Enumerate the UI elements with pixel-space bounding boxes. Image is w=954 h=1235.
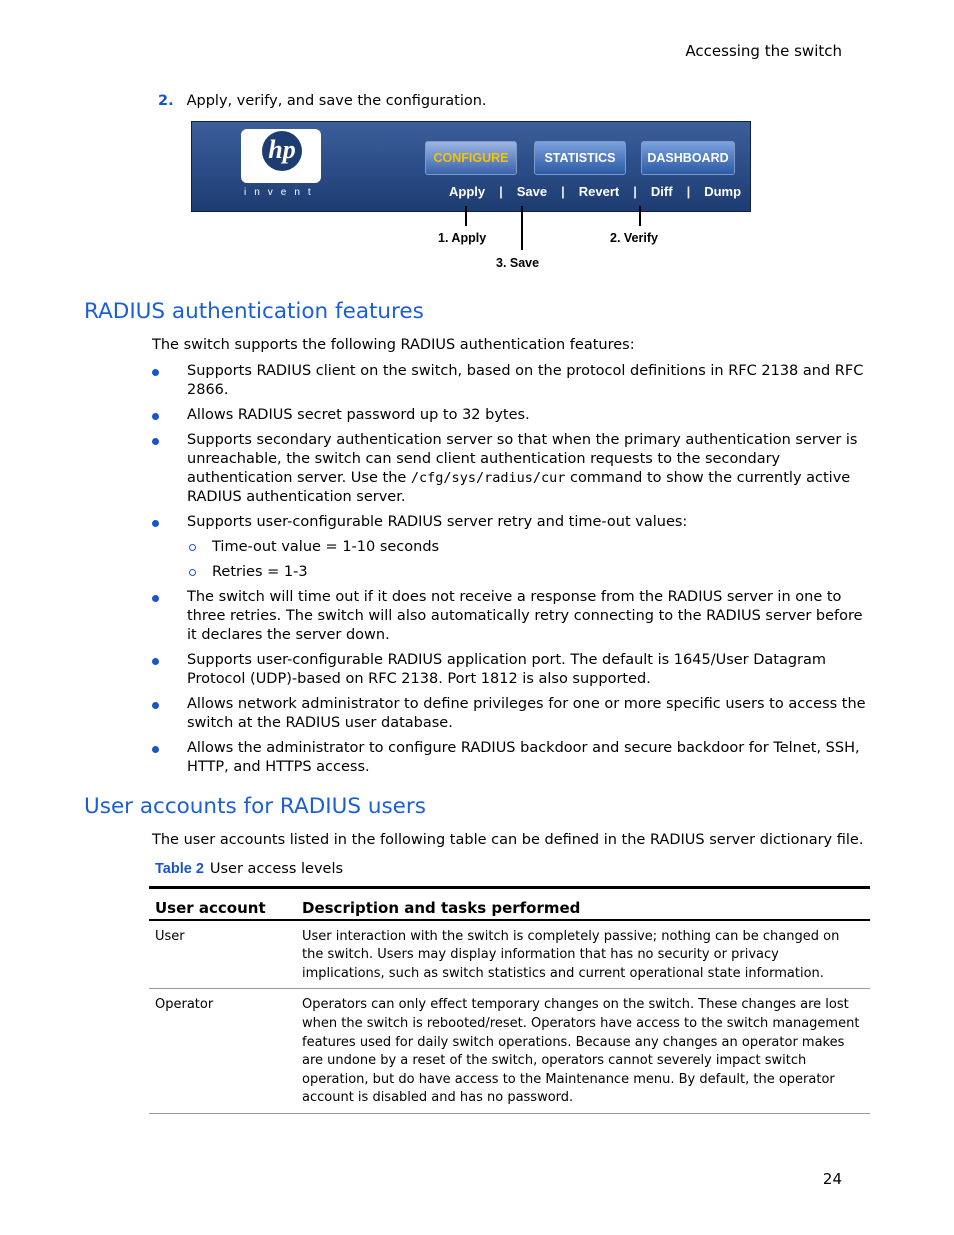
hp-logo-mark: hp [262, 131, 302, 171]
nav-separator: | [561, 184, 565, 199]
list-item: Allows RADIUS secret password up to 32 bytes. [152, 406, 872, 425]
step-text: Apply, verify, and save the configuration. [186, 93, 487, 109]
column-header-user-account: User account [149, 888, 296, 920]
account-cell: User [149, 920, 296, 989]
hp-logo-tagline: invent [244, 187, 319, 198]
list-item: Allows network administrator to define privileges for one or more specific users to access the switch at the RADIUS user database. [152, 695, 872, 733]
callout-verify: 2. Verify [610, 231, 658, 245]
command-text: /cfg/sys/radius/cur [410, 470, 566, 486]
callout-line-verify [639, 206, 641, 226]
sub-list-item: Retries = 1-3 [187, 563, 872, 582]
table-header-row [149, 888, 870, 920]
nav-separator: | [499, 184, 503, 199]
tab-configure[interactable]: CONFIGURE [425, 141, 517, 175]
list-item: The switch will time out if it does not receive a response from the RADIUS server in one to three retries. The switch will also automatically retry connecting to the RADIUS server before it declares the server down. [152, 588, 872, 645]
bullet-icon [152, 746, 159, 753]
tab-dashboard[interactable]: DASHBOARD [641, 141, 735, 175]
description-cell: Operators can only effect temporary changes on the switch. These changes are lost when the switch is rebooted/reset. Operators have access to the switch management features used for daily switch operations. Because any changes an operator makes are undone by a reset of the switch, operators cannot severely impact switch operation, but do have access to the Maintenance menu. By default, the operator account is disabled and has no password. [296, 989, 870, 1114]
diff-link[interactable]: Diff [650, 184, 673, 199]
bullet-icon [152, 438, 159, 445]
account-cell: Operator [149, 989, 296, 1114]
section-title-user-accounts: User accounts for RADIUS users [84, 794, 426, 819]
callout-save: 3. Save [496, 256, 540, 270]
dump-link[interactable]: Dump [704, 184, 742, 199]
sub-list [187, 538, 872, 582]
sub-bullet-icon [189, 569, 196, 576]
section-title-radius-features: RADIUS authentication features [84, 299, 424, 324]
bullet-icon [152, 658, 159, 665]
save-link[interactable]: Save [516, 184, 548, 199]
table-row [149, 920, 870, 989]
bullet-icon [152, 595, 159, 602]
bullet-icon [152, 369, 159, 376]
action-nav [442, 184, 748, 199]
list-item: Supports user-configurable RADIUS application port. The default is 1645/User Datagram Protocol (UDP)-based on RFC 2138. Port 1812 is also supported. [152, 651, 872, 689]
section-intro: The user accounts listed in the following table can be defined in the RADIUS server dictionary file. [152, 832, 864, 848]
table-caption [155, 861, 343, 877]
callout-line-apply [465, 206, 467, 226]
nav-separator: | [686, 184, 691, 199]
list-item: Supports RADIUS client on the switch, based on the protocol definitions in RFC 2138 and RFC 2866. [152, 362, 872, 400]
revert-link[interactable]: Revert [578, 184, 620, 199]
table-label: Table 2 [155, 861, 204, 877]
feature-list [152, 362, 872, 783]
list-item: Supports user-configurable RADIUS server retry and time-out values: Time-out value = 1-10 seconds Retries = 1-3 [152, 513, 872, 582]
table-title: User access levels [209, 861, 344, 877]
table-row [149, 989, 870, 1114]
page-number: 24 [822, 1170, 842, 1188]
bullet-icon [152, 702, 159, 709]
bullet-icon [152, 413, 159, 420]
list-item: Allows the administrator to configure RADIUS backdoor and secure backdoor for Telnet, SSH, HTTP, and HTTPS access. [152, 739, 872, 777]
section-intro: The switch supports the following RADIUS authentication features: [152, 337, 635, 353]
step-2 [158, 93, 487, 109]
column-header-description: Description and tasks performed [296, 888, 870, 920]
callout-apply: 1. Apply [438, 231, 487, 245]
tab-statistics[interactable]: STATISTICS [534, 141, 626, 175]
description-cell: User interaction with the switch is completely passive; nothing can be changed on the switch. Users may display information that has no security or privacy implications, such as switch statistics and current operational state information. [296, 920, 870, 989]
bullet-icon [152, 520, 159, 527]
user-access-table [149, 886, 870, 1114]
running-header: Accessing the switch [685, 42, 842, 60]
callout-line-save [521, 206, 523, 250]
sub-bullet-icon [189, 544, 196, 551]
sub-list-item: Time-out value = 1-10 seconds [187, 538, 872, 557]
nav-separator: | [633, 184, 637, 199]
step-number: 2. [158, 93, 174, 109]
list-item: Supports secondary authentication server so that when the primary authentication server is unreachable, the switch can send client authentication requests to the secondary authentication server. Use the /cfg/sys/radius/cur command to show the currently active RADIUS authentication server. [152, 431, 872, 507]
apply-link[interactable]: Apply [449, 184, 486, 199]
